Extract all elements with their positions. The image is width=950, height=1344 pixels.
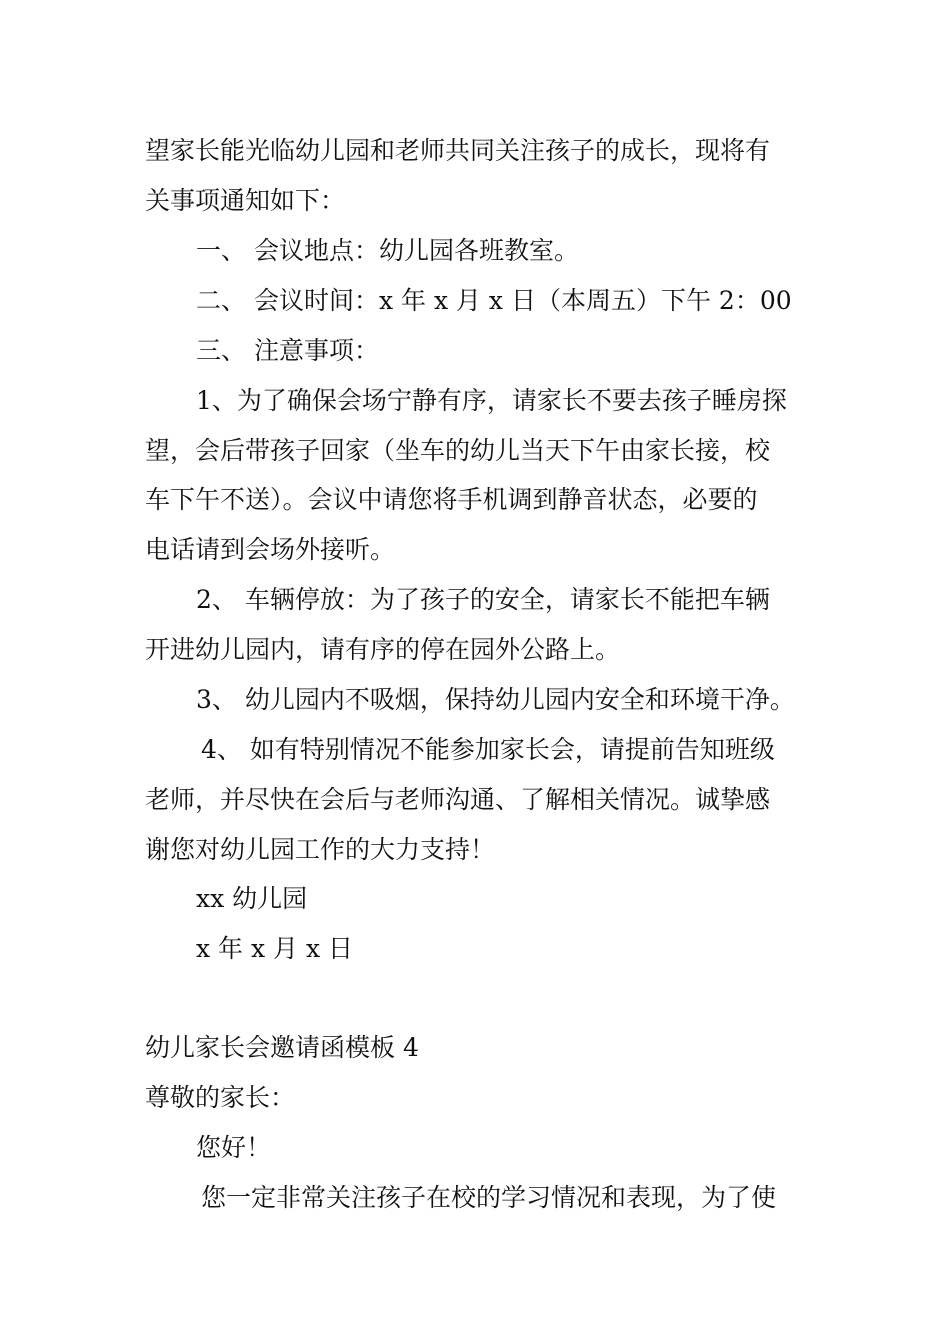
note-1-line-2: 望，会后带孩子回家（坐车的幼儿当天下午由家长接，校	[145, 436, 771, 465]
note-2-line-2: 开进幼儿园内，请有序的停在园外公路上。	[145, 635, 621, 664]
body-line-1: 您一定非常关注孩子在校的学习情况和表现，为了使	[201, 1183, 777, 1212]
note-4-line-1: 4、 如有特别情况不能参加家长会，请提前告知班级	[201, 735, 775, 764]
intro-line-2: 关事项通知如下：	[145, 186, 346, 215]
signature-date: x 年 x 月 x 日	[196, 934, 354, 963]
item-meeting-time: 二、 会议时间：x 年 x 月 x 日（本周五）下午 2：00	[196, 286, 792, 315]
note-1-line-1: 1、为了确保会场宁静有序，请家长不要去孩子睡房探	[196, 386, 787, 415]
salutation: 尊敬的家长：	[145, 1083, 296, 1112]
note-2-line-1: 2、 车辆停放：为了孩子的安全，请家长不能把车辆	[196, 585, 770, 614]
section-title: 幼儿家长会邀请函模板 4	[145, 1033, 419, 1062]
intro-line-1: 望家长能光临幼儿园和老师共同关注孩子的成长，现将有	[145, 136, 771, 165]
note-1-line-3: 车下午不送）。会议中请您将手机调到静音状态，必要的	[145, 485, 758, 514]
signature-kindergarten: xx 幼儿园	[196, 884, 308, 913]
item-meeting-location: 一、 会议地点：幼儿园各班教室。	[196, 236, 579, 265]
greeting: 您好！	[196, 1133, 272, 1162]
note-4-line-2: 老师，并尽快在会后与老师沟通、了解相关情况。诚挚感	[145, 785, 771, 814]
note-4-line-3: 谢您对幼儿园工作的大力支持！	[145, 835, 496, 864]
item-notes-heading: 三、 注意事项：	[196, 336, 379, 365]
note-1-line-4: 电话请到会场外接听。	[145, 535, 396, 564]
note-3-line-1: 3、 幼儿园内不吸烟，保持幼儿园内安全和环境干净。	[196, 685, 795, 714]
